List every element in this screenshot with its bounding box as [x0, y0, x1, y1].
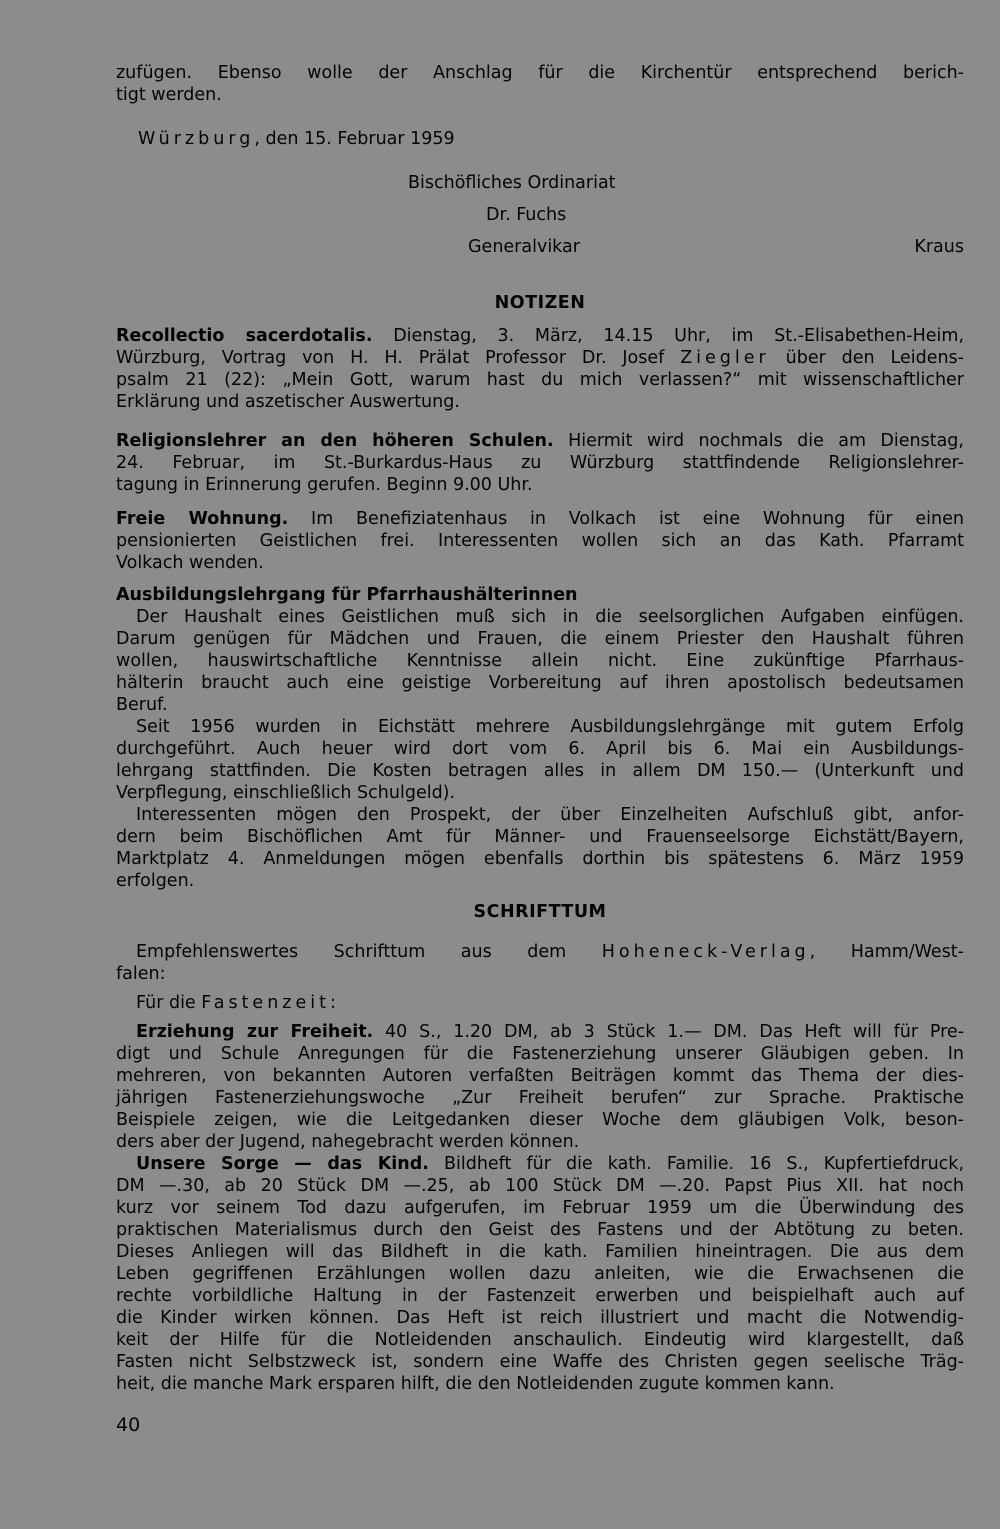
- signature-date-text: , den 15. Februar 1959: [254, 129, 455, 149]
- text-line: lehrgang stattfinden. Die Kosten betragen alles in allem DM 150.— (Unterkunft und: [116, 761, 964, 781]
- text-line: Leben gegriffenen Erzählungen wollen dazu anleiten, wie die Erwachsenen die: [116, 1264, 964, 1284]
- text-line: Darum genügen für Mädchen und Frauen, die einem Priester den Haushalt führen: [116, 629, 964, 649]
- text-line: falen:: [116, 964, 166, 984]
- text-line: zufügen. Ebenso wolle der Anschlag für die Kirchentür entsprechend berich-: [116, 63, 964, 83]
- text-line: praktischen Materialismus durch den Geist des Fastens und der Abtötung zu beten.: [116, 1220, 964, 1240]
- opening-paragraph: [116, 62, 964, 106]
- notice-wohnung: [116, 508, 964, 574]
- text-line: tigt werden.: [116, 85, 222, 105]
- text-line: Empfehlenswertes Schrifttum aus dem Hoheneck-Verlag, Hamm/West-: [136, 942, 964, 962]
- text-line: Religionslehrer an den höheren Schulen. Hiermit wird nochmals die am Dienstag,: [116, 431, 964, 451]
- text-line: dern beim Bischöflichen Amt für Männer- und Frauenseelsorge Eichstätt/Bayern,: [116, 827, 964, 847]
- text-line: heit, die manche Mark ersparen hilft, die den Notleidenden zugute kommen kann.: [116, 1374, 835, 1394]
- entry-sorge: [116, 1153, 964, 1395]
- signature-city: Würzburg: [138, 129, 255, 149]
- notice-heading: Religionslehrer an den höheren Schulen.: [116, 431, 554, 451]
- section-title-schrifttum: SCHRIFTTUM: [473, 902, 607, 922]
- notice-religionslehrer: [116, 430, 964, 496]
- text-line: Recollectio sacerdotalis. Dienstag, 3. März, 14.15 Uhr, im St.-Elisabethen-Heim,: [116, 326, 965, 346]
- text-line: Würzburg, Vortrag von H. H. Prälat Professor Dr. Josef Ziegler über den Leidens-: [116, 348, 964, 368]
- entry-erziehung: [116, 1021, 964, 1153]
- signature-role: Generalvikar: [468, 237, 580, 257]
- text-line: Marktplatz 4. Anmeldungen mögen ebenfalls dorthin bis spätestens 6. März 1959: [116, 849, 964, 869]
- text-line: hälterin braucht auch eine geistige Vorbereitung auf ihren apostolisch bedeutsamen: [116, 673, 964, 693]
- text-line: tagung in Erinnerung gerufen. Beginn 9.00 Uhr.: [116, 475, 533, 495]
- text-line: jährigen Fastenerziehungswoche „Zur Freiheit berufen“ zur Sprache. Praktische: [116, 1088, 964, 1108]
- text-line: 24. Februar, im St.-Burkardus-Haus zu Würzburg stattfindende Religionslehrer-: [116, 453, 964, 473]
- publisher-name: Hoheneck-Verlag: [601, 942, 810, 962]
- signature-date: [138, 128, 455, 150]
- fastenzeit-label: Für die Fastenzeit:: [136, 993, 336, 1013]
- text-line: rechte vorbildliche Haltung in der Fastenzeit erwerben und beispielhaft auch auf: [116, 1286, 964, 1306]
- text-line: keit der Hilfe für die Notleidenden anschaulich. Eindeutig wird klargestellt, daß: [116, 1330, 964, 1350]
- notice-ausbildung: [116, 584, 964, 892]
- text-line: wollen, hauswirtschaftliche Kenntnisse allein nicht. Eine zukünftige Pfarrhaus-: [116, 651, 964, 671]
- notice-heading: Recollectio sacerdotalis.: [116, 326, 373, 346]
- text-line: Beruf.: [116, 695, 168, 715]
- text-line: Interessenten mögen den Prospekt, der über Einzelheiten Aufschluß gibt, anfor-: [136, 805, 964, 825]
- text-line: Erziehung zur Freiheit. 40 S., 1.20 DM, ab 3 Stück 1.— DM. Das Heft will für Pre-: [136, 1022, 965, 1042]
- text-line: durchgeführt. Auch heuer wird dort vom 6. April bis 6. Mai ein Ausbildungs-: [116, 739, 964, 759]
- text-line: mehreren, von bekannten Autoren verfaßten Beiträgen kommt das Thema der dies-: [116, 1066, 964, 1086]
- schrifttum-intro: [116, 941, 964, 985]
- signature-name: Kraus: [914, 237, 964, 257]
- text-line: erfolgen.: [116, 871, 195, 891]
- text-line: DM —.30, ab 20 Stück DM —.25, ab 100 Stück DM —.20. Papst Pius XII. hat noch: [116, 1176, 964, 1196]
- text-line: Der Haushalt eines Geistlichen muß sich in die seelsorglichen Aufgaben einfügen.: [136, 607, 964, 627]
- text-line: Erklärung und aszetischer Auswertung.: [116, 392, 460, 412]
- entry-title: Erziehung zur Freiheit.: [136, 1022, 374, 1042]
- author-name: Ziegler: [680, 348, 770, 368]
- text-line: psalm 21 (22): „Mein Gott, warum hast du mich verlassen?“ mit wissenschaftlicher: [116, 370, 964, 390]
- text-line: Seit 1956 wurden in Eichstätt mehrere Ausbildungslehrgänge mit gutem Erfolg: [136, 717, 964, 737]
- signature-person: Dr. Fuchs: [486, 205, 567, 225]
- notice-heading: Ausbildungslehrgang für Pfarrhaushälterinnen: [116, 585, 578, 605]
- text-line: kurz vor seinem Tod dazu aufgerufen, im Februar 1959 um die Überwindung des: [116, 1198, 964, 1218]
- text-line: Unsere Sorge — das Kind. Bildheft für die kath. Familie. 16 S., Kupfertiefdruck,: [136, 1154, 965, 1174]
- notice-recollectio: [116, 325, 964, 413]
- text-line: Fasten nicht Selbstzweck ist, sondern eine Waffe des Christen gegen seelische Träg-: [116, 1352, 964, 1372]
- text-line: pensionierten Geistlichen frei. Interessenten wollen sich an das Kath. Pfarramt: [116, 531, 964, 551]
- text-line: Freie Wohnung. Im Benefiziatenhaus in Volkach ist eine Wohnung für einen: [116, 509, 964, 529]
- text-line: Beispiele zeigen, wie die Leitgedanken dieser Woche dem gläubigen Volk, beson-: [116, 1110, 964, 1130]
- text-line: Dieses Anliegen will das Bildheft in die kath. Familien hineintragen. Die aus dem: [116, 1242, 964, 1262]
- text-line: die Kinder wirken können. Das Heft ist reich illustriert und macht die Notwendig-: [116, 1308, 964, 1328]
- entry-title: Unsere Sorge — das Kind.: [136, 1154, 429, 1174]
- signature-office: Bischöfliches Ordinariat: [408, 173, 616, 193]
- text-line: ders aber der Jugend, nahegebracht werden können.: [116, 1132, 580, 1152]
- section-title-notizen: NOTIZEN: [494, 293, 586, 313]
- text-line: digt und Schule Anregungen für die Fastenerziehung unserer Gläubigen geben. In: [116, 1044, 964, 1064]
- notice-heading: Freie Wohnung.: [116, 509, 289, 529]
- text-line: Verpflegung, einschließlich Schulgeld).: [116, 783, 456, 803]
- page-number: 40: [116, 1414, 141, 1436]
- text-line: Volkach wenden.: [116, 553, 264, 573]
